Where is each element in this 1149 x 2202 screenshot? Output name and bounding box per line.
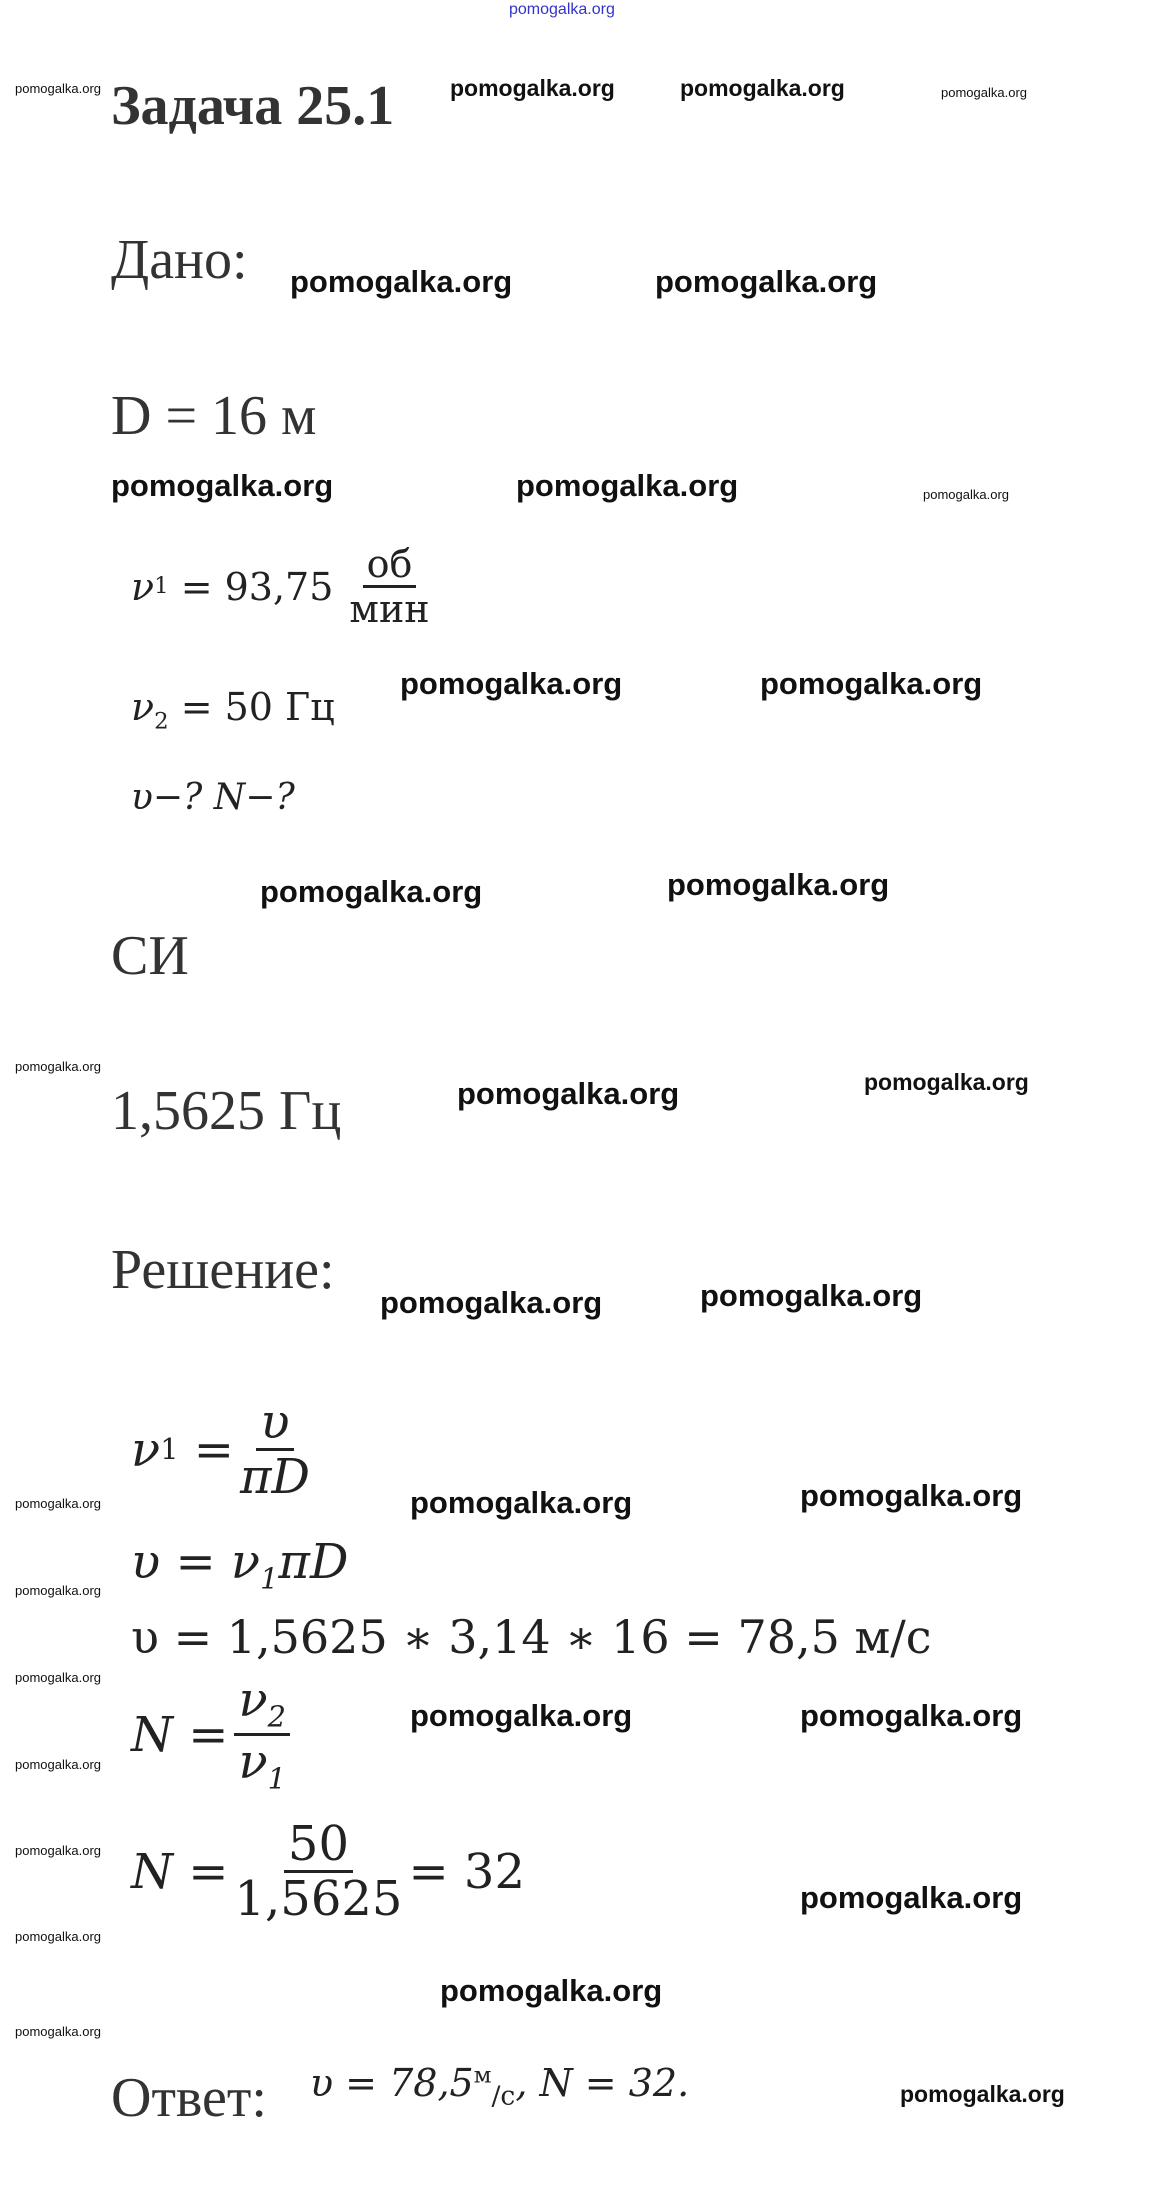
watermark: pomogalka.org (800, 1698, 1023, 1733)
watermark: pomogalka.org (680, 75, 845, 101)
f5-den: 1,5625 (234, 1871, 403, 1927)
watermark: pomogalka.org (440, 1973, 663, 2008)
f5-num: 50 (284, 1820, 353, 1873)
formula-n-value (131, 1816, 525, 1927)
watermark: pomogalka.org (260, 874, 483, 909)
watermark: pomogalka.org (15, 81, 101, 96)
given-diameter: D = 16 м (111, 385, 317, 447)
formula-n (131, 1672, 296, 1796)
formula-v-value: υ = 1,5625 ∗ 3,14 ∗ 16 = 78,5 м/с (131, 1610, 932, 1664)
watermark: pomogalka.org (15, 1929, 101, 1944)
f5-lhs: N = (131, 1843, 229, 1900)
watermark: pomogalka.org (700, 1278, 923, 1313)
watermark: pomogalka.org (380, 1285, 603, 1320)
formula-v (131, 1534, 349, 1596)
site-link[interactable]: pomogalka.org (509, 1, 615, 18)
nu1-value: = 93,75 (168, 564, 334, 609)
watermark: pomogalka.org (15, 1059, 101, 1074)
f5-rhs: = 32 (408, 1843, 525, 1900)
page-title: Задача 25.1 (111, 75, 395, 137)
f4-num-sub: 2 (267, 1699, 286, 1734)
nu1-unit-den: мин (349, 587, 430, 631)
watermark: pomogalka.org (450, 75, 615, 101)
watermark: pomogalka.org (400, 666, 623, 701)
nu2-value: = 50 Гц (168, 685, 335, 729)
watermark: pomogalka.org (15, 2024, 101, 2039)
watermark: pomogalka.org (655, 264, 878, 299)
watermark: pomogalka.org (410, 1485, 633, 1520)
watermark: pomogalka.org (15, 1583, 101, 1598)
nu2-symbol: ν (131, 685, 155, 729)
f1-lhs: ν (131, 1421, 161, 1478)
watermark: pomogalka.org (15, 1757, 101, 1772)
nu1-sub: 1 (154, 573, 169, 600)
f2-sub: 1 (260, 1561, 279, 1596)
watermark: pomogalka.org (290, 264, 513, 299)
answer-text (310, 2061, 690, 2112)
f1-num: υ (256, 1398, 293, 1451)
solution-heading: Решение: (111, 1239, 335, 1301)
si-heading: СИ (111, 925, 189, 987)
watermark: pomogalka.org (667, 867, 890, 902)
f2-text: υ = ν (131, 1534, 261, 1590)
watermark: pomogalka.org (15, 1670, 101, 1685)
nu2-sub: 2 (154, 708, 169, 735)
given-nu1 (131, 542, 436, 631)
watermark: pomogalka.org (864, 1069, 1029, 1095)
answer-n: , N = 32. (515, 2061, 690, 2105)
watermark: pomogalka.org (900, 2081, 1065, 2107)
watermark: pomogalka.org (457, 1076, 680, 1111)
watermark: pomogalka.org (800, 1880, 1023, 1915)
nu1-symbol: ν (131, 564, 155, 609)
given-unknown: υ−? N−? (131, 777, 295, 818)
given-nu2 (131, 685, 335, 735)
si-value: 1,5625 Гц (111, 1080, 342, 1142)
f4-lhs: N = (131, 1706, 229, 1763)
answer-unit-num: м (473, 2062, 492, 2089)
watermark: pomogalka.org (941, 85, 1027, 100)
answer-heading: Ответ: (111, 2067, 267, 2129)
watermark: pomogalka.org (15, 1496, 101, 1511)
answer-v: υ = 78,5 (310, 2061, 474, 2105)
f4-den-sub: 1 (267, 1761, 286, 1796)
nu1-unit-num: об (363, 545, 417, 588)
watermark: pomogalka.org (760, 666, 983, 701)
formula-nu1 (131, 1394, 316, 1505)
watermark: pomogalka.org (800, 1478, 1023, 1513)
f1-eq: = (178, 1421, 234, 1478)
f4-den: ν (238, 1734, 268, 1791)
watermark: pomogalka.org (410, 1698, 633, 1733)
watermark: pomogalka.org (15, 1843, 101, 1858)
f1-sub: 1 (160, 1432, 179, 1467)
f1-den: πD (240, 1449, 311, 1505)
watermark: pomogalka.org (516, 468, 739, 503)
f2-rest: πD (278, 1534, 349, 1590)
f4-num: ν (238, 1672, 268, 1728)
answer-unit-den: /с (491, 2080, 516, 2112)
given-heading: Дано: (111, 229, 248, 291)
watermark: pomogalka.org (111, 468, 334, 503)
watermark: pomogalka.org (923, 487, 1009, 502)
